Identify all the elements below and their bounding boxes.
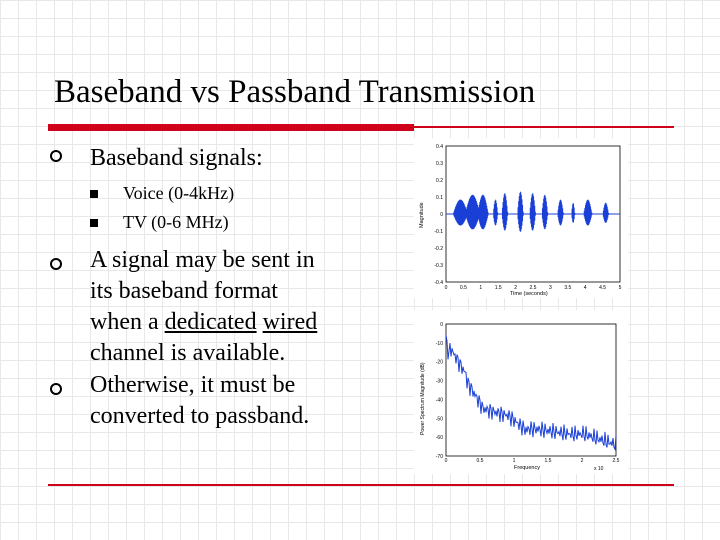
waveform-burst [557,200,565,226]
y-tick-label: -0.1 [434,229,443,235]
y-tick-label: -0.3 [434,263,443,269]
bullet-line [90,307,317,338]
slide-title: Baseband vs Passband Transmission [54,74,536,110]
bullet-baseband-signals: Baseband signals: [90,145,263,171]
x-tick-label: 0.5 [459,285,467,291]
voice-waveform-figure [414,138,628,298]
x-tick-label: 2 [580,458,584,464]
x-tick-label: 3.5 [564,285,572,291]
bullet-line: converted to passband. [90,403,310,429]
underlined-word-wired: wired [262,309,318,335]
sub-bullet-marker [90,190,98,198]
x-tick-label: 0 [444,458,448,464]
y-axis-label: Magnitude [419,202,425,228]
y-tick-label: 0.2 [436,178,443,184]
bullet-passband [90,370,309,432]
waveform-burst [530,193,538,230]
y-tick-label: -70 [435,454,443,460]
bullet-line: A signal may be sent in [90,247,315,273]
waveform-burst [517,192,525,232]
y-tick-labels [434,144,443,286]
underlined-word-dedicated: dedicated [164,309,257,335]
y-tick-label: 0 [440,322,443,328]
sub-bullet-marker [90,219,98,227]
waveform-trace [446,192,620,232]
x-tick-label: 1 [512,458,516,464]
bullet-marker [50,383,62,395]
x-tick-label: 2.5 [529,285,537,291]
y-tick-label: -0.2 [434,246,443,252]
text-run: when a [90,309,165,335]
bullet-line: Otherwise, it must be [90,372,296,398]
power-spectrum-plot [414,310,628,474]
bullet-baseband-format [90,245,317,369]
x-tick-label: 2 [514,285,517,291]
y-tick-label: 0.1 [436,195,443,201]
bullet-marker [50,150,62,162]
sub-bullet-tv: TV (0-6 MHz) [123,212,229,232]
x-tick-label: 0 [444,285,448,291]
x-tick-label: 5 [618,285,622,291]
y-tick-label: -20 [435,359,443,366]
x-axis-label: Frequency [514,465,540,471]
y-axis-label: Power Spectrum Magnitude (dB) [420,362,426,435]
axis-exponent: x 10 [594,466,604,472]
waveform-burst [603,203,611,223]
bullet-line: its baseband format [90,278,278,304]
x-tick-label: 2.5 [612,458,620,464]
y-tick-label: -50 [435,416,443,423]
x-tick-label: 0.5 [476,458,484,464]
bullet-marker [50,258,62,270]
bottom-rule [48,484,674,486]
y-tick-label: -60 [435,435,443,442]
y-tick-label: -40 [435,397,443,404]
waveform-burst [502,193,510,230]
x-tick-label: 4 [583,285,587,291]
waveform-burst [542,195,550,230]
voice-waveform-plot [414,138,628,298]
bullet-line: channel is available. [90,340,286,366]
x-tick-label: 1 [479,285,483,291]
x-tick-labels [445,458,620,464]
waveform-burst [477,195,493,230]
y-tick-label: -30 [435,378,443,385]
x-tick-label: 4.5 [599,285,607,291]
x-tick-label: 1.5 [494,285,502,291]
y-tick-label: 0 [440,212,443,218]
x-tick-label: 1.5 [544,458,552,464]
x-axis-label: Time (seconds) [510,291,548,297]
waveform-burst [571,203,576,223]
y-tick-label: -10 [435,340,443,347]
sub-bullet-voice: Voice (0-4kHz) [123,183,235,203]
y-tick-label: 0.4 [436,144,443,150]
title-rule-thin [414,126,674,128]
y-tick-labels [436,322,443,460]
power-spectrum-figure [414,310,628,474]
waveform-burst [584,200,596,226]
y-tick-label: 0.3 [436,161,443,167]
x-tick-label: 3 [549,285,552,291]
title-rule [48,124,414,131]
spectrum-trace [446,335,616,449]
y-tick-label: -0.4 [434,280,443,286]
waveform-burst [493,200,500,226]
